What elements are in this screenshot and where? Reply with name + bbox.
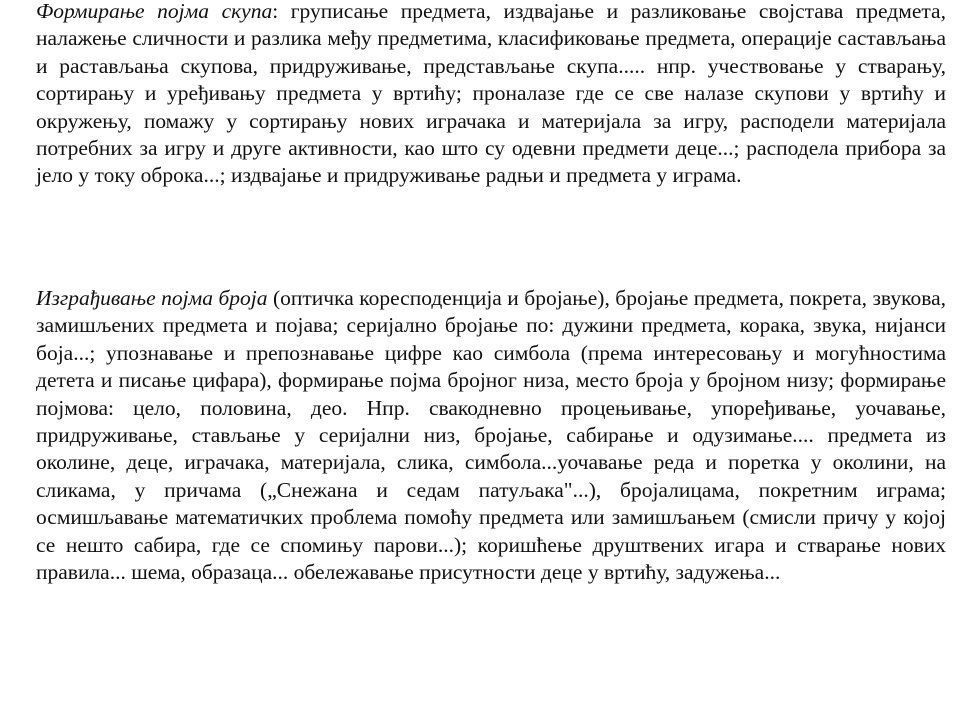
paragraph-term: Изграђивање појма броја bbox=[36, 286, 268, 310]
paragraph-term: Формирање појма скупа bbox=[36, 0, 273, 23]
paragraph-set-concept bbox=[36, 0, 946, 190]
paragraph-body: : груписање предмета, издвајање и разликовање својстава предмета, налажење сличности и разлика међу предметима, класификовање предмета, операције састављања и растављања скупова, придруживање, представљање скупа..... нпр. учествовање у стварању, сортирању и уређивању предмета у вртићу; проналазе где се све налазе скупови у вртићу и окружењу, помажу у сортирању нових играчака и материјала за игру, расподели материјала потребних за игру и друге активности, као што су одевни предмети деце...; расподела прибора за јело у току оброка...; издвајање и придруживање радњи и предмета у играма. bbox=[36, 0, 946, 188]
paragraph-body: (оптичка коресподенција и бројање), бројање предмета, покрета, звукова, замишљених предмета и појава; серијално бројање по: дужини предмета, корака, звука, нијанси боја...; упознавање и препознавање цифре као симбола (према интересовању и могућностима детета и писање цифара), формирање појма бројног низа, место броја у бројном низу; формирање појмова: цело, половина, део. Нпр. свакодневно процењивање, упоређивање, уочавање, придруживање, стављање у серијални низ, бројање, сабирање и одузимање.... предмета из околине, деце, играчака, материјала, слика, симбола...уочавање реда и поретка у околини, на сликама, у причама („Снежана и седам патуљака"...), бројалицама, покретним играма; осмишљавање математичких проблема помоћу предмета или замишљањем (смисли причу у којој се нешто сабира, где се спомињу парови...); коришћење друштвених игара и стварање нових правила... шема, образаца... обележавање присутности деце у вртићу, задужења... bbox=[36, 286, 946, 585]
paragraph-number-concept bbox=[36, 285, 946, 586]
